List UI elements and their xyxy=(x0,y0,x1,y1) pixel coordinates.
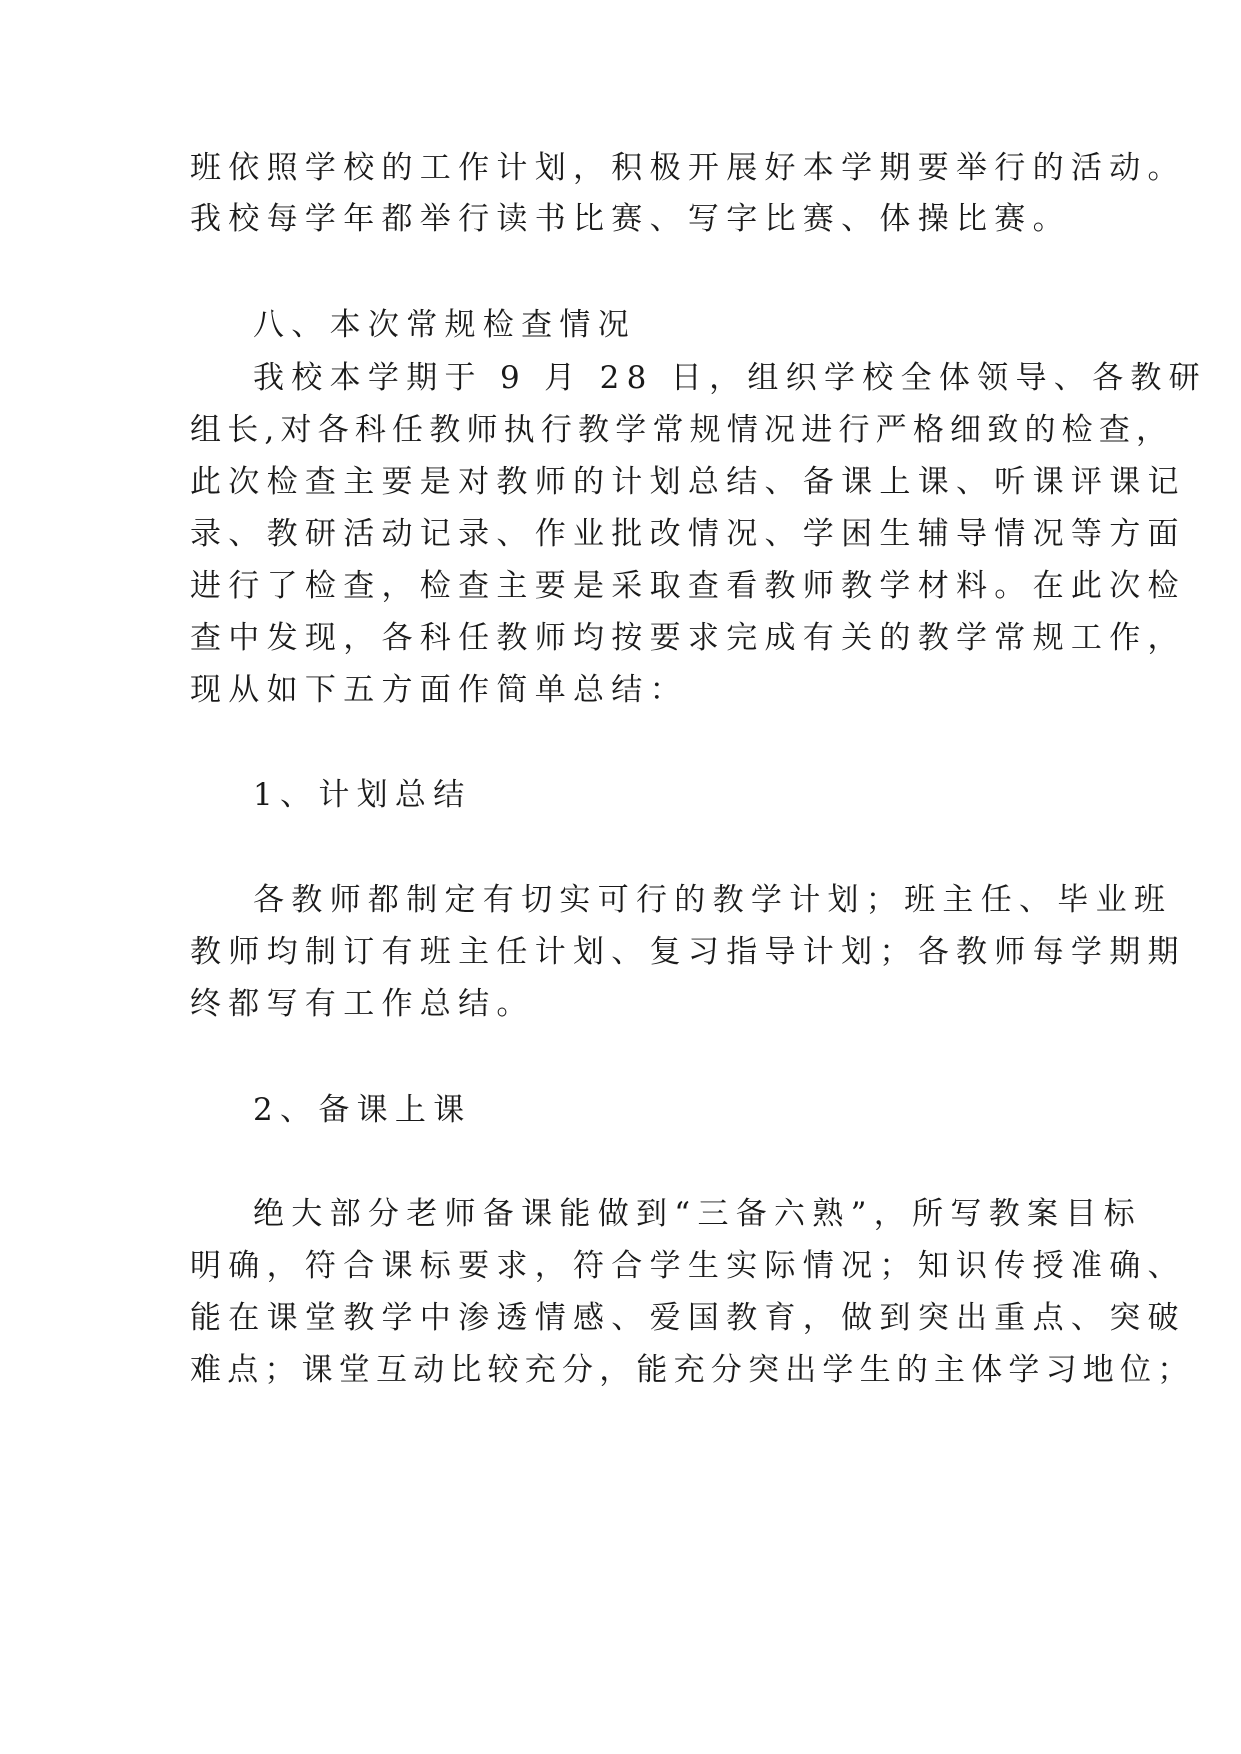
section-body-line-4: 录、教研活动记录、作业批改情况、学困生辅导情况等方面 xyxy=(190,516,1186,552)
item2-heading: 2、备课上课 xyxy=(253,1092,472,1128)
intro-line-2: 我校每学年都举行读书比赛、写字比赛、体操比赛。 xyxy=(190,201,1071,237)
item2-line-1: 绝大部分老师备课能做到“三备六熟”，所写教案目标 xyxy=(253,1196,1142,1232)
item1-line-3: 终都写有工作总结。 xyxy=(190,986,535,1022)
item2-line-2: 明确，符合课标要求，符合学生实际情况；知识传授准确、 xyxy=(190,1248,1186,1284)
item2-line-3: 能在课堂教学中渗透情感、爱国教育，做到突出重点、突破 xyxy=(190,1300,1186,1336)
item1-line-2: 教师均制订有班主任计划、复习指导计划；各教师每学期期 xyxy=(190,934,1186,970)
section-heading: 八、本次常规检查情况 xyxy=(253,307,636,343)
item1-heading: 1、计划总结 xyxy=(253,777,472,813)
item2-line-4: 难点；课堂互动比较充分，能充分突出学生的主体学习地位； xyxy=(190,1352,1195,1388)
section-body-line-3: 此次检查主要是对教师的计划总结、备课上课、听课评课记 xyxy=(190,464,1186,500)
section-body-line-6: 查中发现，各科任教师均按要求完成有关的教学常规工作， xyxy=(190,620,1186,656)
section-body-line-2: 组长,对各科任教师执行教学常规情况进行严格细致的检查， xyxy=(190,412,1174,448)
section-body-line-5: 进行了检查，检查主要是采取查看教师教学材料。在此次检 xyxy=(190,568,1186,604)
intro-line-1: 班依照学校的工作计划，积极开展好本学期要举行的活动。 xyxy=(190,150,1186,186)
item1-line-1: 各教师都制定有切实可行的教学计划；班主任、毕业班 xyxy=(253,882,1173,918)
section-body-line-7: 现从如下五方面作简单总结： xyxy=(190,672,688,708)
section-body-line-1: 我校本学期于 9 月 28 日，组织学校全体领导、各教研 xyxy=(253,360,1207,396)
